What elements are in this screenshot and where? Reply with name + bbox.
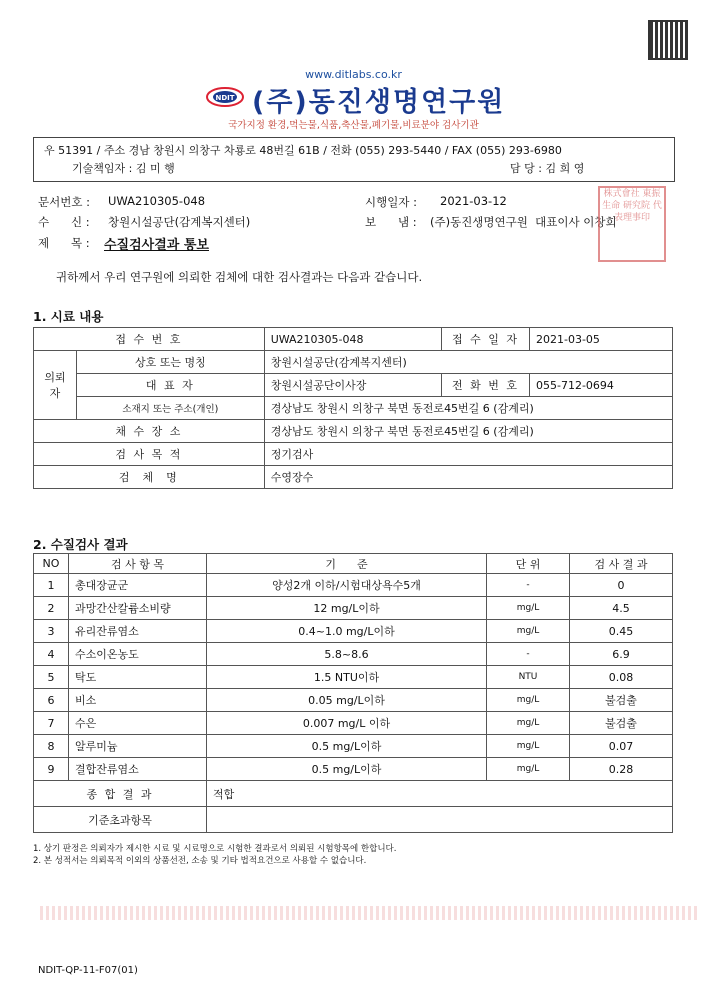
cell-unit: mg/L [487,712,570,735]
table-row [34,689,673,712]
cell-result: 6.9 [570,643,673,666]
section-results-title: 2. 수질검사 결과 [33,537,128,552]
representative-label: 대 표 자 [77,374,265,397]
intro-text: 귀하께서 우리 연구원에 의뢰한 검체에 대한 검사결과는 다음과 같습니다. [56,270,423,284]
cell-result: 불검출 [570,689,673,712]
doc-number: UWA210305-048 [108,194,206,208]
col-unit: 단 위 [487,554,570,574]
cell-result: 0.08 [570,666,673,689]
divider [40,906,700,920]
table-row [34,374,673,397]
client-name: 창원시설공단(감계복지센터) [264,351,672,374]
recipient: 창원시설공단(감계복지센터) [108,215,251,229]
cell-standard: 0.5 mg/L이하 [207,758,487,781]
website-url: www.ditlabs.co.kr [305,68,402,81]
cell-standard: 1.5 NTU이하 [207,666,487,689]
purpose: 정기검사 [264,443,672,466]
recipient-label: 수 신 : [38,215,90,229]
representative: 창원시설공단이사장 [264,374,441,397]
cell-no: 9 [34,758,69,781]
address-label: 소재지 또는 주소(개인) [77,397,265,420]
cell-no: 8 [34,735,69,758]
client-name-label: 상호 또는 명칭 [77,351,265,374]
cell-unit: NTU [487,666,570,689]
table-row [34,420,673,443]
overall-label: 종 합 결 과 [34,781,207,807]
cell-result: 0.07 [570,735,673,758]
overall-result: 적합 [207,781,673,807]
table-row [34,466,673,489]
contact-person: 담 당 : 김 희 영 [510,162,585,175]
notes [33,843,396,867]
phone-label: 전 화 번 호 [442,374,530,397]
table-row [34,574,673,597]
table-row [34,397,673,420]
table-row [34,351,673,374]
exceed-row [34,807,673,833]
receipt-no-label: 접 수 번 호 [34,328,265,351]
table-row [34,666,673,689]
cell-item: 수은 [69,712,207,735]
cell-no: 7 [34,712,69,735]
cell-no: 2 [34,597,69,620]
logo-text: NDIT [215,94,235,102]
cell-standard: 12 mg/L이하 [207,597,487,620]
cell-no: 1 [34,574,69,597]
company-address: 우 51391 / 주소 경남 창원시 의창구 차룡로 48번길 61B / 전화 (055) 293-5440 / FAX (055) 293-6980 [44,144,562,157]
exceed-items [207,807,673,833]
purpose-label: 검 사 목 적 [34,443,265,466]
table-row [34,758,673,781]
cell-item: 알루미늄 [69,735,207,758]
document-title: 수질검사결과 통보 [104,238,209,253]
receipt-no: UWA210305-048 [264,328,441,351]
form-code: NDIT-QP-11-F07(01) [38,965,138,976]
cell-result: 0.28 [570,758,673,781]
sample-info-table [33,327,673,489]
cell-item: 유리잔류염소 [69,620,207,643]
cell-standard: 0.05 mg/L이하 [207,689,487,712]
cell-no: 5 [34,666,69,689]
cell-unit: mg/L [487,689,570,712]
company-logo-icon [205,86,245,108]
table-row [34,597,673,620]
cell-unit: - [487,574,570,597]
receipt-date: 2021-03-05 [530,328,673,351]
table-row [34,712,673,735]
exceed-label: 기준초과항목 [34,807,207,833]
collect-place: 경상남도 창원시 의창구 북면 동전로45번길 6 (감계리) [264,420,672,443]
test-date-label: 시행일자 : [365,195,417,209]
cell-standard: 0.007 mg/L 이하 [207,712,487,735]
receipt-date-label: 접 수 일 자 [442,328,530,351]
phone: 055-712-0694 [530,374,673,397]
qr-code [648,20,688,60]
cell-unit: mg/L [487,758,570,781]
sender: (주)동진생명연구원 대표이사 이창희 [430,215,617,229]
cell-item: 비소 [69,689,207,712]
table-header-row [34,554,673,574]
cell-unit: mg/L [487,620,570,643]
cell-standard: 5.8~8.6 [207,643,487,666]
company-name: (주)동진생명연구원 [252,87,506,118]
specimen: 수영장수 [264,466,672,489]
official-seal: 株式會社 東振生命 研究院 代表理事印 [598,186,666,262]
cell-item: 탁도 [69,666,207,689]
cell-result: 0.45 [570,620,673,643]
cell-standard: 0.5 mg/L이하 [207,735,487,758]
collect-place-label: 채 수 장 소 [34,420,265,443]
section-sample-title: 1. 시료 내용 [33,309,104,324]
cell-result: 0 [570,574,673,597]
table-row [34,328,673,351]
cell-item: 과망간산칼륨소비량 [69,597,207,620]
col-no: NO [34,554,69,574]
client-label: 의뢰자 [34,351,77,420]
cell-unit: mg/L [487,597,570,620]
overall-row [34,781,673,807]
doc-number-label: 문서번호 : [38,195,90,209]
cell-result: 4.5 [570,597,673,620]
subject-label: 제 목 : [38,236,90,250]
cell-no: 4 [34,643,69,666]
results-table [33,553,673,833]
sender-label: 보 냄 : [365,215,417,229]
cell-standard: 양성2개 이하/시험대상욕수5개 [207,574,487,597]
test-date: 2021-03-12 [440,194,507,208]
cell-standard: 0.4~1.0 mg/L이하 [207,620,487,643]
cell-no: 3 [34,620,69,643]
table-row [34,735,673,758]
col-result: 검 사 결 과 [570,554,673,574]
table-row [34,643,673,666]
client-address: 경상남도 창원시 의창구 북면 동전로45번길 6 (감계리) [264,397,672,420]
cell-unit: - [487,643,570,666]
table-row [34,620,673,643]
note-2: 2. 본 성적서는 의뢰목적 이외의 상품선전, 소송 및 기타 법적요건으로 사용할 수 없습니다. [33,856,367,866]
cell-no: 6 [34,689,69,712]
table-row [34,443,673,466]
note-1: 1. 상기 판정은 의뢰자가 제시한 시료 및 시료명으로 시험한 결과로서 의뢰된 시험항목에 한합니다. [33,844,397,854]
specimen-label: 검 체 명 [34,466,265,489]
tech-manager: 기술책임자 : 김 미 행 [72,162,175,175]
cell-item: 수소이온농도 [69,643,207,666]
cell-unit: mg/L [487,735,570,758]
col-standard: 기 준 [207,554,487,574]
cell-item: 총대장균군 [69,574,207,597]
col-item: 검 사 항 목 [69,554,207,574]
cell-result: 불검출 [570,712,673,735]
cell-item: 결합잔류염소 [69,758,207,781]
company-slogan: 국가지정 환경,먹는물,식품,축산물,폐기물,비료분야 검사기관 [228,120,479,131]
